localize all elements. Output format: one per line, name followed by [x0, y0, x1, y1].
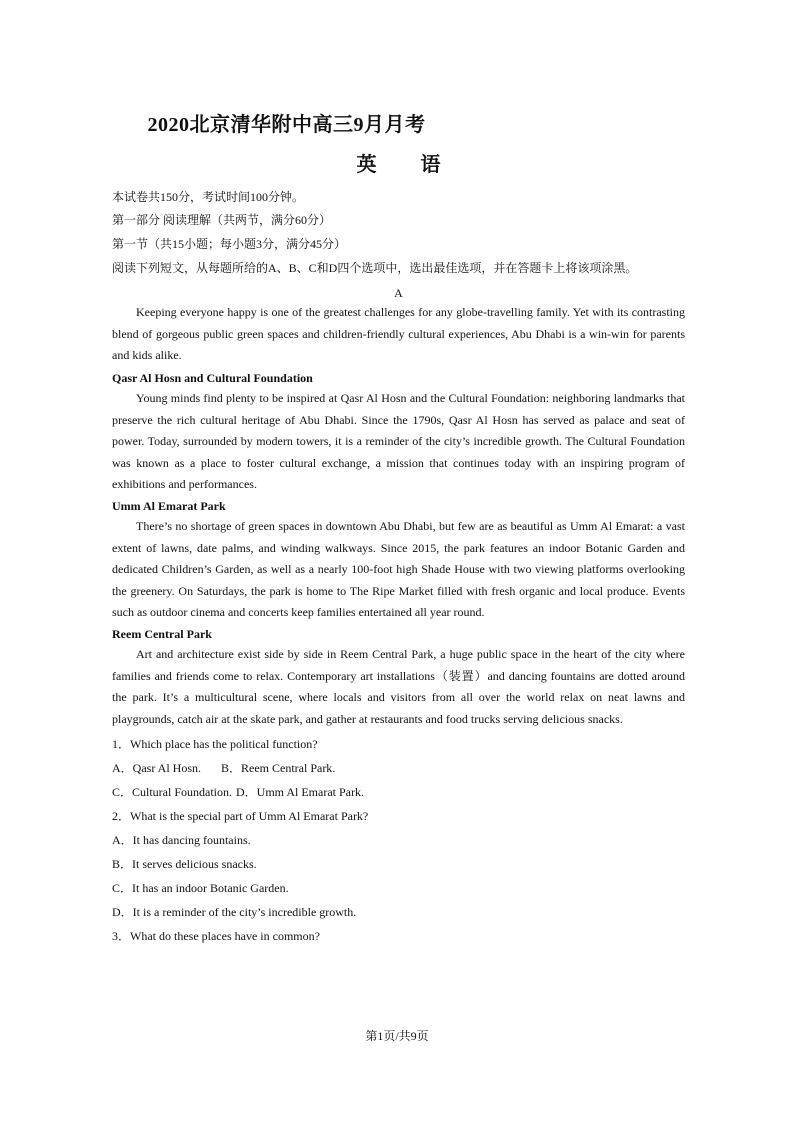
- section-heading-reem: Reem Central Park: [112, 627, 212, 641]
- passage-paragraph-intro: Keeping everyone happy is one of the greatest challenges for any globe-travelling family. Yet with its contrasting blend of gorgeous public green spaces and children-friendly cultural experiences, Abu Dhabi is a win-win for parents and kids alike.: [112, 305, 685, 362]
- option-1b[interactable]: B．Reem Central Park.: [221, 761, 336, 775]
- passage-paragraph-qasr: Young minds find plenty to be inspired at Qasr Al Hosn and the Cultural Foundation: neighboring landmarks that preserve the rich cultural heritage of Abu Dhabi. Since the 1790s, Qasr Al Hosn has served as palace and seat of power. Today, surrounded by modern towers, it is a reminder of the city’s incredible growth. The Cultural Foundation was known as a place to foster cultural exchange, a mission that continues today with an inspiring program of exhibitions and performances.: [112, 391, 685, 491]
- instructions: 阅读下列短文，从每题所给的A、B、C和D四个选项中，选出最佳选项，并在答题卡上将该项涂黑。: [112, 261, 638, 275]
- exam-title: 2020北京清华附中高三9月月考: [147, 114, 426, 136]
- option-2b[interactable]: B．It serves delicious snacks.: [112, 857, 257, 871]
- passage-paragraph-reem: Art and architecture exist side by side in Reem Central Park, a huge public space in the heart of the city where families and friends come to relax. Contemporary art installations（装置）and dancing fountains are dotted around the park. It’s a multicultural scene, where locals and visitors from all over the world relax on neat lawns and playgrounds, catch air at the skate park, and gather at restaurants and food trucks serving delicious snacks.: [112, 647, 685, 726]
- subject-title: 英语: [356, 154, 485, 176]
- section-heading: 第一节（共15小题；每小题3分，满分45分）: [112, 237, 347, 251]
- option-2a[interactable]: A．It has dancing fountains.: [112, 833, 251, 847]
- option-1d[interactable]: D．Umm Al Emarat Park.: [236, 785, 364, 799]
- question-1: 1．Which place has the political function?: [112, 737, 318, 751]
- part-heading: 第一部分 阅读理解（共两节，满分60分）: [112, 213, 332, 227]
- passage-paragraph-umm: There’s no shortage of green spaces in downtown Abu Dhabi, but few are as beautiful as Umm Al Emarat: a vast extent of lawns, date palms, and winding walkways. Since 2015, the park features an indoor Botanic Garden and dedicated Children’s Garden, as well as a nearly 100-foot high Shade House with two viewing platforms overlooking the greenery. On Saturdays, the park is home to The Ripe Market filled with fresh organic and local produce. Events such as outdoor cinema and concerts keep families entertained all year round.: [112, 519, 685, 619]
- question-3: 3．What do these places have in common?: [112, 929, 320, 943]
- question-1-options-row2: [112, 784, 364, 800]
- option-2c[interactable]: C．It has an indoor Botanic Garden.: [112, 881, 289, 895]
- question-1-options-row1: [112, 760, 335, 776]
- question-2: 2．What is the special part of Umm Al Emarat Park?: [112, 809, 369, 823]
- passage-label: A: [394, 286, 403, 300]
- section-heading-qasr: Qasr Al Hosn and Cultural Foundation: [112, 371, 313, 385]
- option-1a[interactable]: A．Qasr Al Hosn.: [112, 761, 201, 775]
- option-2d[interactable]: D．It is a reminder of the city’s incredible growth.: [112, 905, 357, 919]
- page-number: 第1页/共9页: [365, 1029, 429, 1043]
- exam-info: 本试卷共150分，考试时间100分钟。: [112, 190, 305, 204]
- section-heading-umm: Umm Al Emarat Park: [112, 499, 226, 513]
- option-1c[interactable]: C．Cultural Foundation.: [112, 785, 233, 799]
